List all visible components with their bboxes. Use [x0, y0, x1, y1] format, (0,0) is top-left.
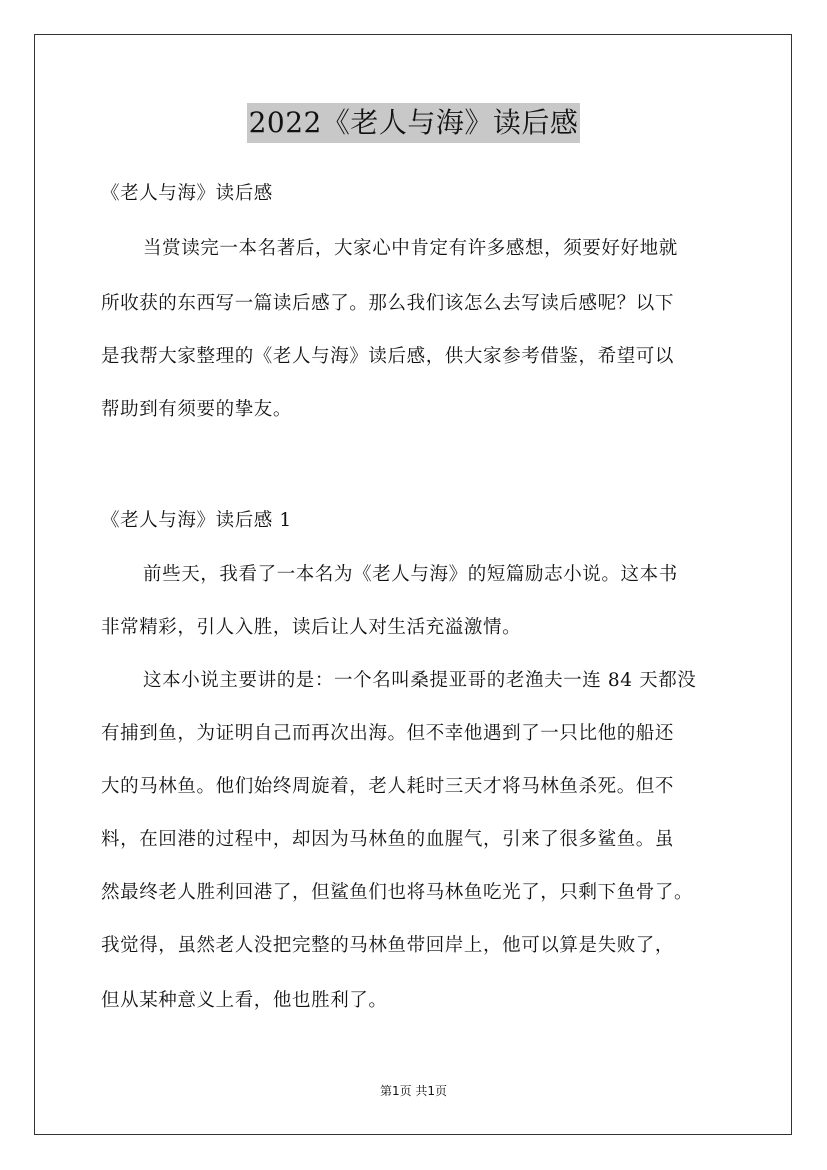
para2-line-6: 我觉得，虽然老人没把完整的马林鱼带回岸上，他可以算是失败了， [101, 935, 675, 956]
para2-line-3: 大的马林鱼。他们始终周旋着，老人耗时三天才将马林鱼杀死。但不 [101, 776, 675, 797]
intro-line-4: 帮助到有须要的挚友。 [101, 399, 293, 420]
title-container [0, 103, 827, 143]
intro-line-1: 当赏读完一本名著后，大家心中肯定有许多感想，须要好好地就 [143, 238, 678, 259]
para2-line-4: 料，在回港的过程中，却因为马林鱼的血腥气，引来了很多鲨鱼。虽 [101, 829, 675, 850]
section-heading-1: 《老人与海》读后感 1 [101, 510, 292, 531]
subtitle: 《老人与海》读后感 [101, 183, 273, 204]
intro-line-2: 所收获的东西写一篇读后感了。那么我们该怎么去写读后感呢？以下 [101, 293, 675, 314]
page-footer: 第1页 共1页 [379, 1084, 448, 1098]
para2-line-5: 然最终老人胜利回港了，但鲨鱼们也将马林鱼吃光了，只剩下鱼骨了。 [101, 882, 694, 903]
para2-line-2: 有捕到鱼，为证明自己而再次出海。但不幸他遇到了一只比他的船还 [101, 723, 675, 744]
para2-line-1: 这本小说主要讲的是：一个名叫桑提亚哥的老渔夫一连 84 天都没 [143, 670, 697, 691]
para1-line-1: 前些天，我看了一本名为《老人与海》的短篇励志小说。这本书 [143, 564, 678, 585]
para1-line-2: 非常精彩，引人入胜，读后让人对生活充溢激情。 [101, 617, 522, 638]
para2-line-7: 但从某种意义上看，他也胜利了。 [101, 990, 388, 1011]
document-title: 2022《老人与海》读后感 [247, 103, 581, 143]
intro-line-3: 是我帮大家整理的《老人与海》读后感，供大家参考借鉴，希望可以 [101, 346, 675, 367]
